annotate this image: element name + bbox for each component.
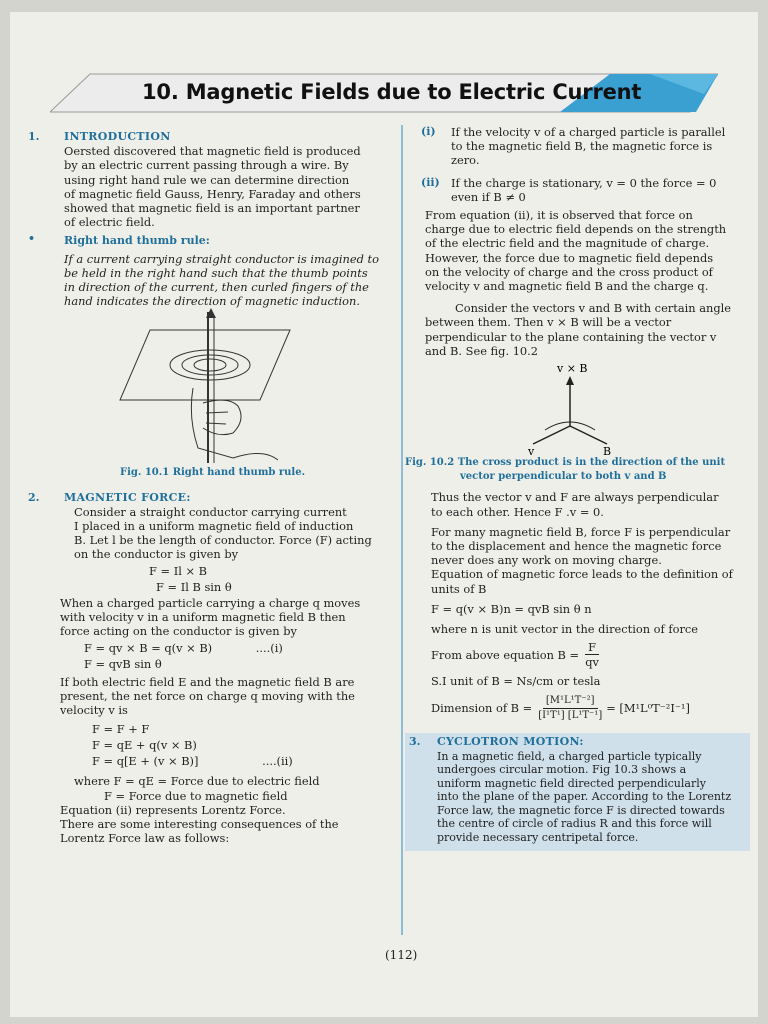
text-line: force acting on the conductor is given by <box>60 624 297 639</box>
text-line: the centre of circle of radius R and this force will <box>437 817 712 830</box>
equation: F = q(v × B)n = qvB sin θ n <box>431 601 592 616</box>
paragraph <box>405 208 750 293</box>
text-line: provide necessary centripetal force. <box>437 830 639 844</box>
text-line: by an electric current passing through a wire. By <box>64 158 349 173</box>
text-line: to the magnetic field B, the magnetic force is <box>451 139 713 154</box>
text-line: Consider a straight conductor carrying current <box>74 504 347 519</box>
cyc-heading-row <box>409 735 746 749</box>
consequence-2 <box>405 176 750 204</box>
bullet: • <box>28 232 36 246</box>
text-line: However, the force due to magnetic field depends <box>425 250 714 265</box>
text-line: to the displacement and hence the magnetic force <box>431 539 722 554</box>
list-text <box>451 125 725 168</box>
sub-heading: Right hand thumb rule: <box>64 234 210 248</box>
label-v: v <box>528 445 535 457</box>
text-line: with velocity v in a uniform magnetic field B then <box>60 610 346 625</box>
text-line: on the conductor is given by <box>74 547 239 562</box>
text-line: even if B ≠ 0 <box>451 189 526 204</box>
text-line: never does any work on moving charge. <box>431 553 662 568</box>
consequence-1 <box>405 125 750 168</box>
text-line: = [M¹L⁰T⁻²I⁻¹] <box>606 701 690 716</box>
text-line: velocity v is <box>60 703 128 718</box>
text-line: showed that magnetic field is an important partner <box>64 201 360 216</box>
cyclotron-section <box>405 733 750 853</box>
figure-caption: Fig. 10.1 Right hand thumb rule. <box>120 467 306 479</box>
text-line: charge due to electric field depends on the strength <box>425 222 727 237</box>
cyclotron-text <box>409 750 746 845</box>
equation: F = Il × B <box>149 563 207 578</box>
fraction <box>585 640 599 669</box>
text-line: on the velocity of charge and the cross product of <box>425 264 713 279</box>
text-line: uniform magnetic field directed perpendicularly <box>437 776 706 790</box>
section-heading: INTRODUCTION <box>64 130 171 143</box>
dimension-row <box>431 694 750 723</box>
text-line: If the velocity v of a charged particle is parallel <box>451 125 726 139</box>
text-line: and B. See fig. 10.2 <box>425 343 539 358</box>
text-line: where F = qE = Force due to electric field <box>74 774 320 789</box>
list-number: (i) <box>421 125 436 138</box>
text-line: of magnetic field Gauss, Henry, Faraday and others <box>64 186 361 201</box>
page-title: 10. Magnetic Fields due to Electric Current <box>142 80 642 104</box>
text-line: where n is unit vector in the direction of force <box>431 622 699 637</box>
force-text <box>60 504 388 846</box>
intro-heading-row <box>28 130 388 144</box>
text-line: Equation (ii) represents Lorentz Force. <box>60 802 286 817</box>
title-banner <box>50 72 718 114</box>
text-line: Equation of magnetic force leads to the definition of <box>431 567 733 582</box>
figure-thumb-rule <box>28 308 388 468</box>
figure-caption: Fig. 10.2 The cross product is in the direction of the unit <box>405 457 726 469</box>
equation: F = qE + q(v × B) <box>92 737 197 752</box>
equation-tag: ....(i) <box>255 640 283 655</box>
numerator: F <box>585 640 599 655</box>
text-line: present, the net force on charge q moving with the <box>60 689 355 704</box>
equation-body: F = q[E + (v × B)] <box>92 754 199 769</box>
text-line: of the electric field and the magnitude of charge. <box>425 236 710 251</box>
label-b: B <box>603 445 612 457</box>
text-line: using right hand rule we can determine direction <box>64 172 350 187</box>
text-line: be held in the right hand such that the thumb points <box>64 265 368 280</box>
text-line: Force law, the magnetic force F is directed towards <box>437 803 725 817</box>
text-line: velocity v and magnetic field B and the charge q. <box>425 279 709 294</box>
equation <box>92 754 388 768</box>
thumb-text <box>64 252 388 309</box>
text-line: From equation (ii), it is observed that force on <box>425 208 693 223</box>
text-line: If a current carrying straight conductor is imagined to <box>64 251 379 266</box>
b-definition <box>431 640 750 669</box>
text-line: S.I unit of B = Ns/cm or tesla <box>431 673 601 688</box>
text-line: undergoes circular motion. Fig 10.3 shows a <box>437 763 687 776</box>
section-number: 3. <box>409 735 421 749</box>
thumb-heading-row <box>28 232 388 248</box>
denominator: qv <box>585 655 599 670</box>
list-number: (ii) <box>421 175 440 189</box>
right-column <box>405 125 750 853</box>
text-line: If both electric field E and the magnetic field B are <box>60 675 355 690</box>
text-line: of electric field. <box>64 215 155 230</box>
paragraph <box>405 301 750 358</box>
text-line: Lorentz Force law as follows: <box>60 831 230 846</box>
text-line: Oersted discovered that magnetic field is produced <box>64 144 361 159</box>
figure-caption: vector perpendicular to both v and B <box>460 471 667 483</box>
text-line: in direction of the current, then curled fingers of the <box>64 280 369 295</box>
text-line: There are some interesting consequences of the <box>60 816 339 831</box>
intro-text <box>64 144 388 229</box>
paragraph <box>405 490 750 723</box>
page-number: (112) <box>385 948 418 962</box>
text-line: to each other. Hence F .v = 0. <box>431 504 604 519</box>
text-line: F = Force due to magnetic field <box>104 788 288 803</box>
text-line: When a charged particle carrying a charge q moves <box>60 596 361 611</box>
denominator: [I¹T¹] [L¹T⁻¹] <box>538 710 603 722</box>
text-line: Dimension of B = <box>431 701 533 716</box>
text-line: between them. Then v × B will be a vector <box>425 315 672 330</box>
vector-diagram <box>405 358 750 456</box>
text-line: If the charge is stationary, v = 0 the force = 0 <box>451 175 717 190</box>
text-line: perpendicular to the plane containing the vector v <box>425 329 717 344</box>
text-line: units of B <box>431 581 487 596</box>
equation: F = Il B sin θ <box>156 579 232 594</box>
fraction <box>538 694 602 723</box>
text-line: I placed in a uniform magnetic field of induction <box>74 519 354 534</box>
left-column <box>28 130 388 845</box>
text-line: into the plane of the paper. According to the Lorentz <box>437 790 732 803</box>
figure-cross-product <box>405 358 750 456</box>
equation: F = qvB sin θ <box>84 656 162 671</box>
cyclotron-content <box>405 733 750 844</box>
text-line: Thus the vector v and F are always perpendicular <box>431 490 719 505</box>
column-divider <box>401 125 403 935</box>
equation-tag: ....(ii) <box>262 754 293 769</box>
equation <box>84 641 388 655</box>
section-number: 1. <box>28 130 40 143</box>
section-heading: CYCLOTRON MOTION: <box>437 735 584 749</box>
text-line: zero. <box>451 153 480 168</box>
hand-illustration <box>28 308 388 468</box>
equation: F = F + F <box>92 721 150 736</box>
text-line: B. Let l be the length of conductor. Force (F) acting <box>74 533 372 548</box>
equation-body: F = qv × B = q(v × B) <box>84 640 213 655</box>
list-text <box>451 176 716 204</box>
text-line: Consider the vectors v and B with certain angle <box>455 301 732 316</box>
label-v-cross-b: v × B <box>557 362 588 376</box>
text-line: For many magnetic field B, force F is perpendicular <box>431 524 731 539</box>
text-line: hand indicates the direction of magnetic induction. <box>64 294 360 309</box>
force-heading-row <box>28 491 388 505</box>
section-number: 2. <box>28 490 40 504</box>
text-line: From above equation B = <box>431 647 580 662</box>
numerator: [M¹L¹T⁻²] <box>543 694 598 709</box>
text-line: In a magnetic field, a charged particle typically <box>437 749 702 763</box>
section-heading: MAGNETIC FORCE: <box>64 490 191 504</box>
